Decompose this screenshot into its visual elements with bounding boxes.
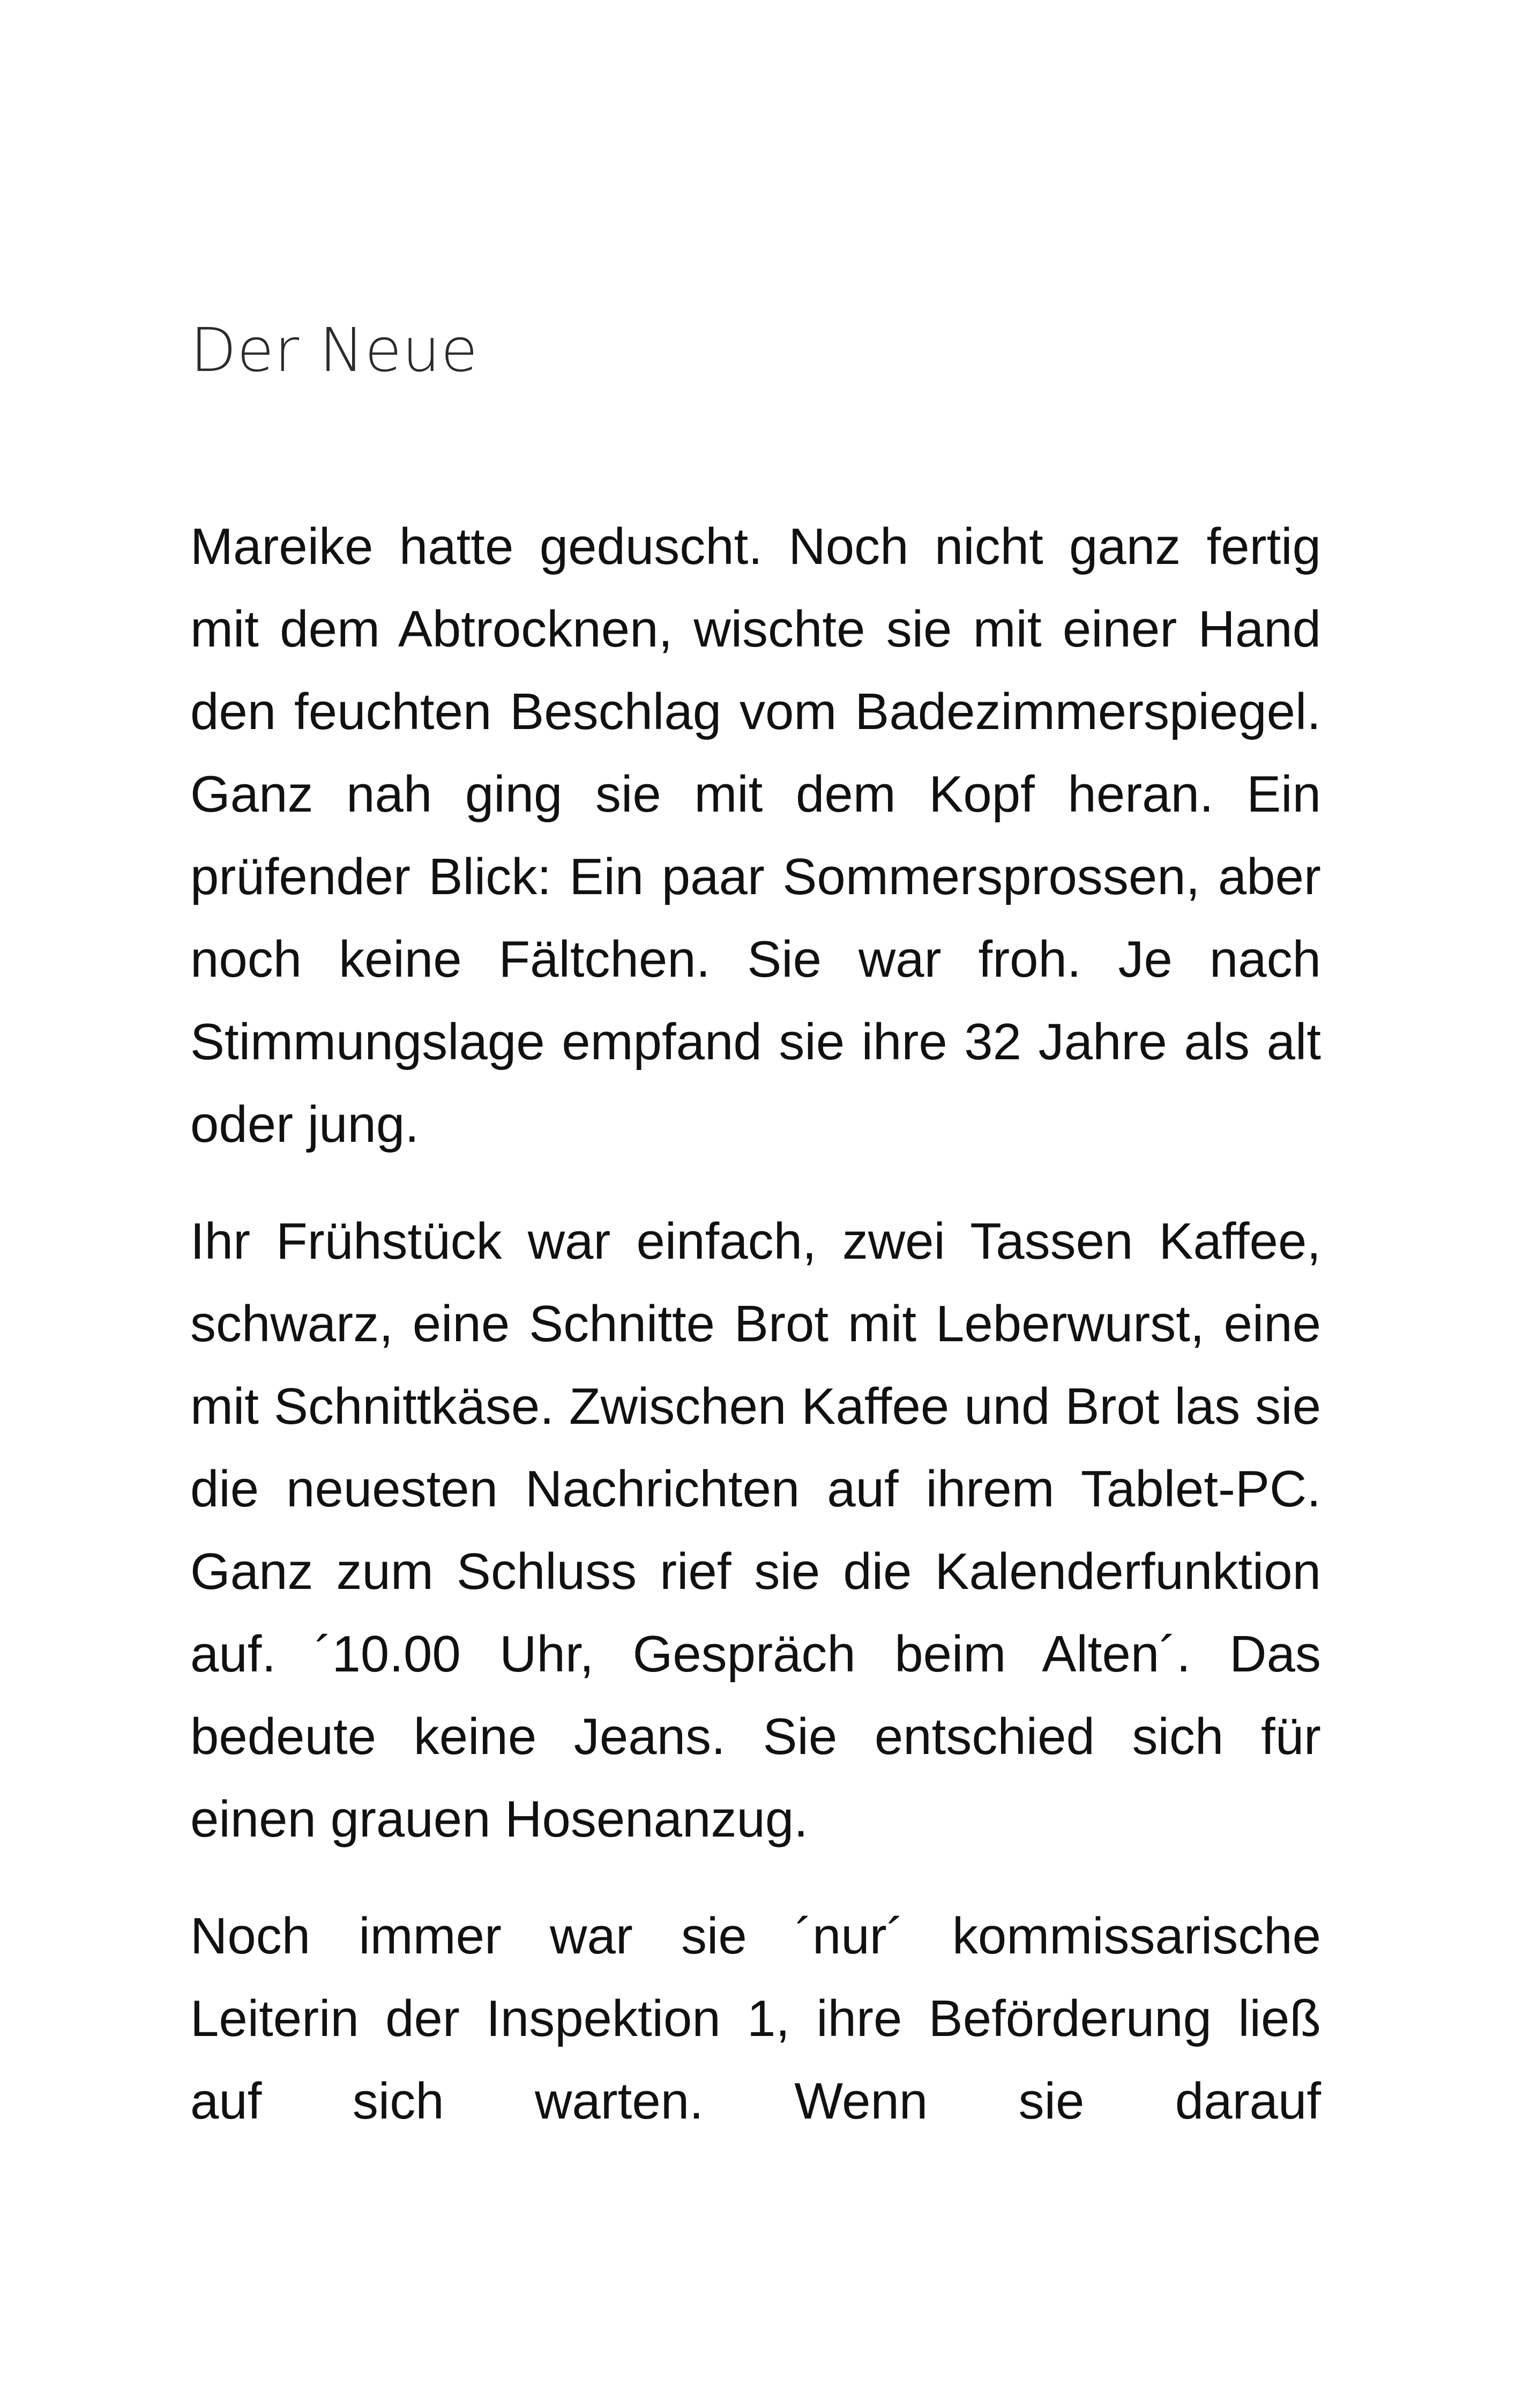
- paragraph-2: Ihr Frühstück war einfach, zwei Tassen Kaffee, schwarz, eine Schnitte Brot mit Leberwurst, eine mit Schnittkäse. Zwischen Kaffee und Brot las sie die neuesten Nachrichten auf ihrem Tablet-PC. Ganz zum Schluss rief sie die Kalenderfunktion auf. ´10.00 Uhr, Gespräch beim Alten´. Das bedeute keine Jeans. Sie entschied sich für einen grauen Hosenanzug.: [190, 1213, 1321, 1848]
- chapter-title: Der Neue: [190, 316, 479, 385]
- body-text: [190, 506, 1321, 2177]
- paragraph-3: Noch immer war sie ´nur´ kommissarische Leiterin der Inspektion 1, ihre Beförderung ließ auf sich warten. Wenn sie darauf: [190, 1907, 1321, 2130]
- paragraph-1: Mareike hatte geduscht. Noch nicht ganz fertig mit dem Abtrocknen, wischte sie mit einer Hand den feuchten Beschlag vom Badezimmerspiegel. Ganz nah ging sie mit dem Kopf heran. Ein prüfender Blick: Ein paar Sommersprossen, aber noch keine Fältchen. Sie war froh. Je nach Stimmungslage empfand sie ihre 32 Jahre als alt oder jung.: [190, 518, 1321, 1153]
